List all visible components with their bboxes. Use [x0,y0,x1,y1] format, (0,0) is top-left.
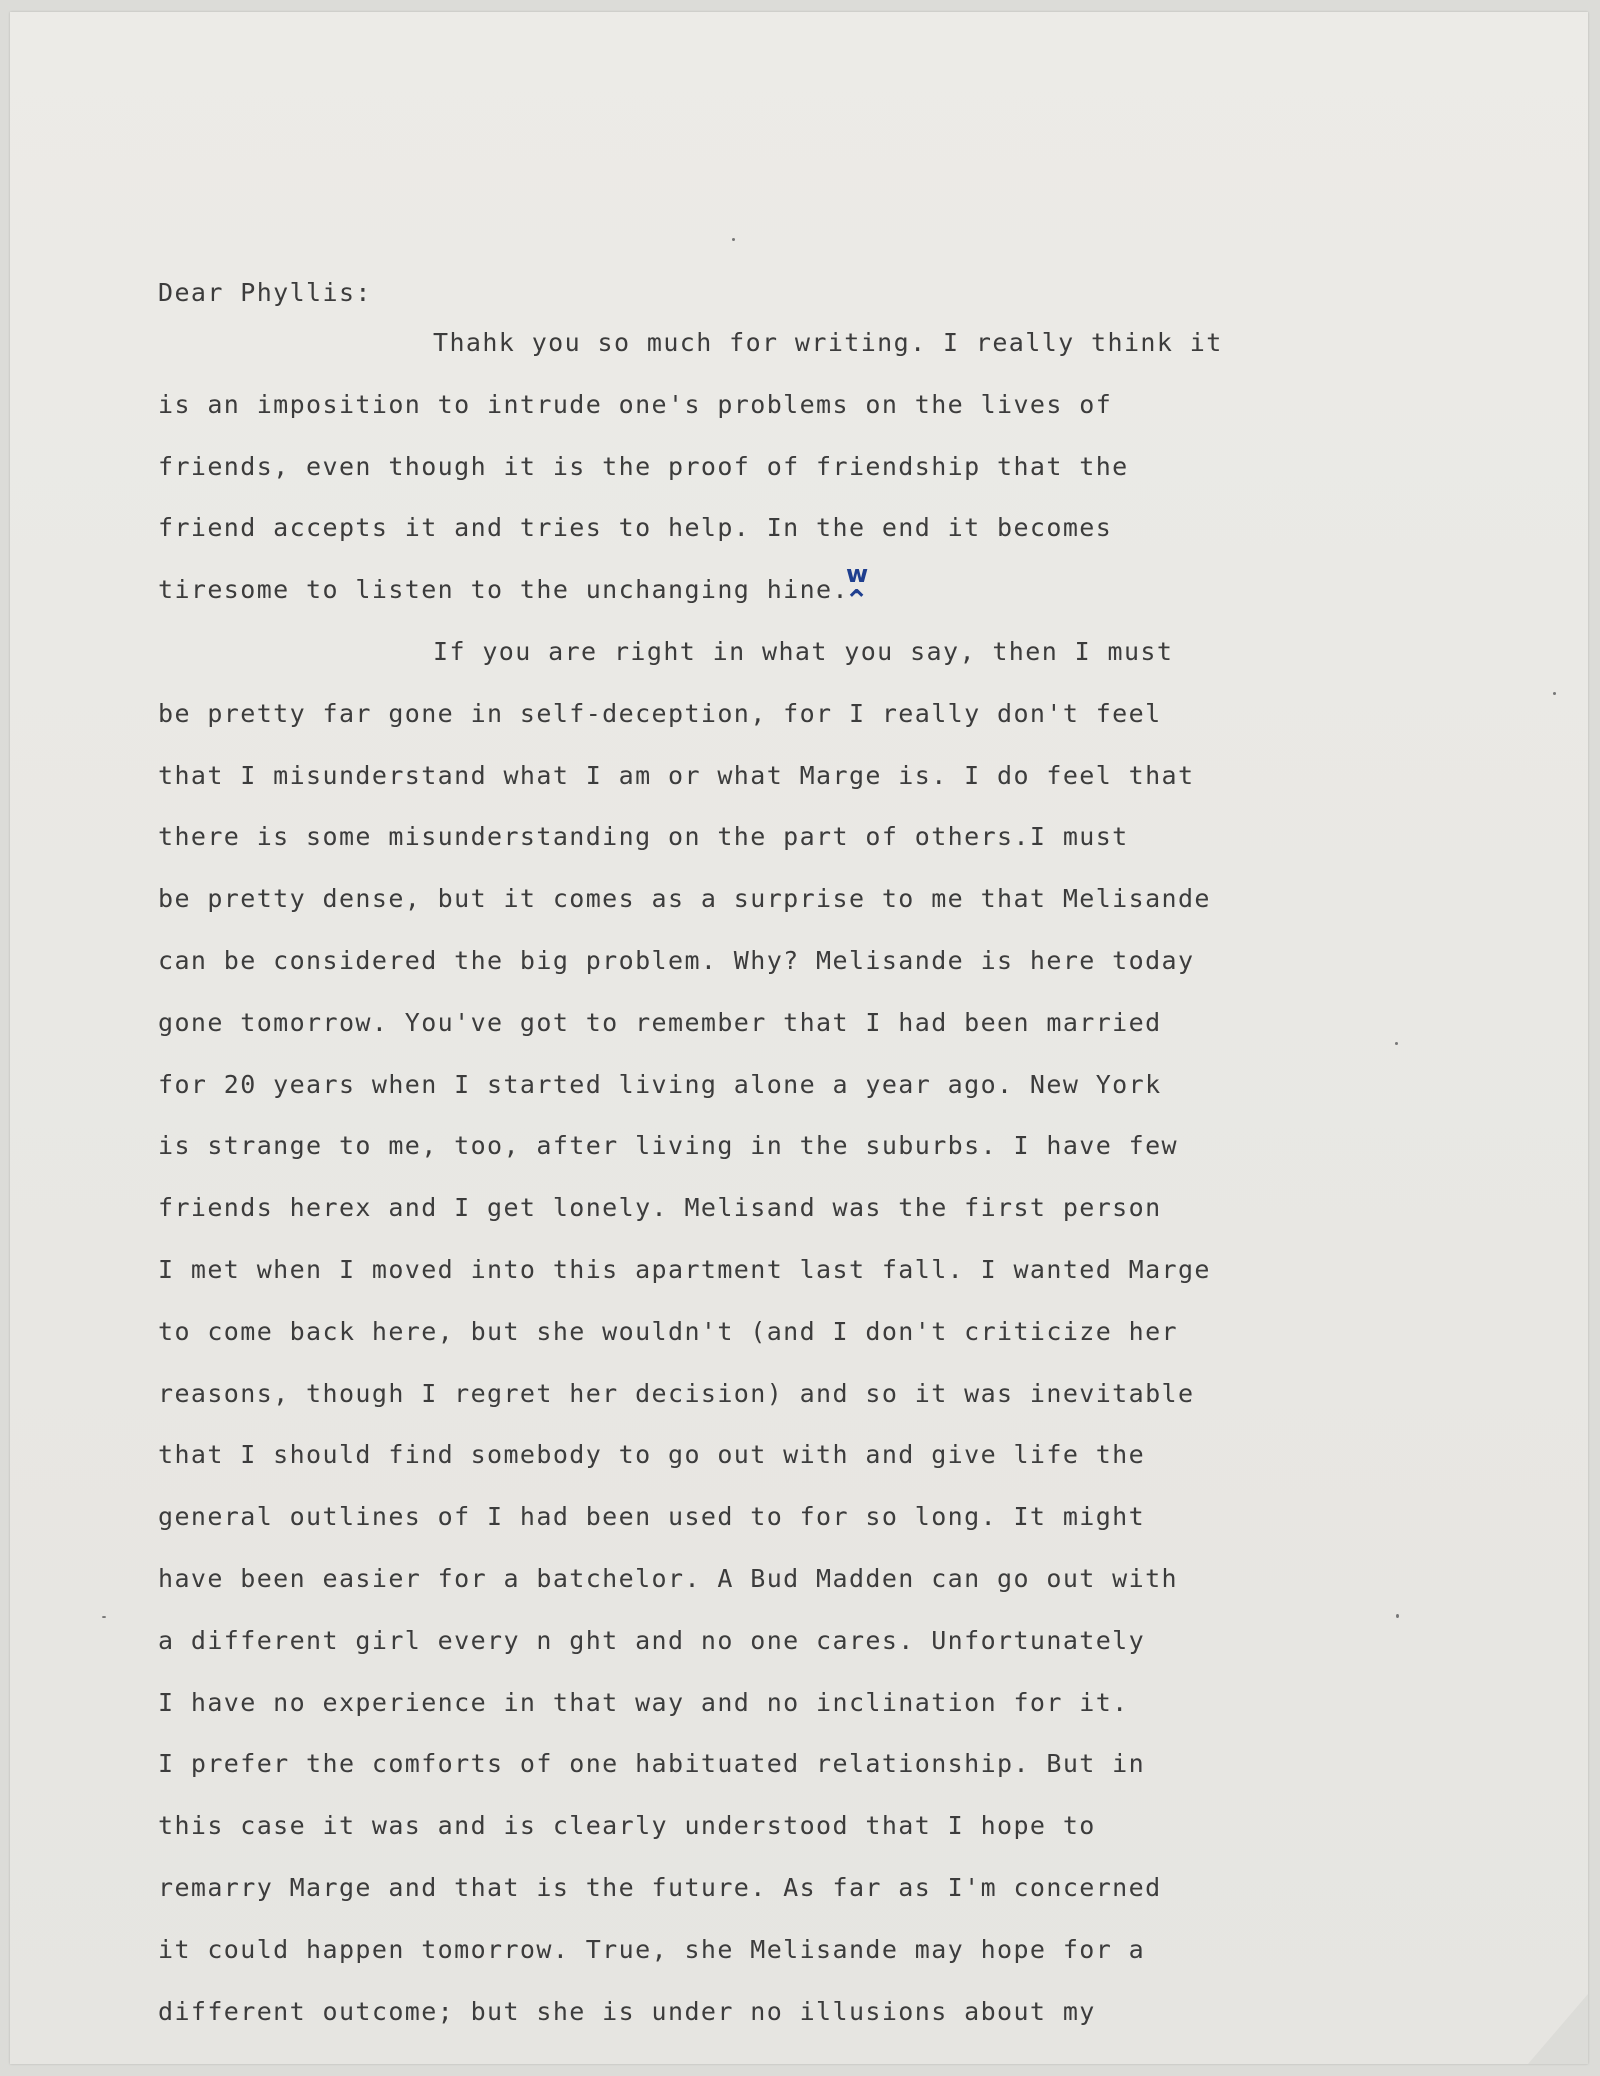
letter-line: that I should find somebody to go out with and give life the [158,1440,1146,1470]
letter-line: is an imposition to intrude one's problems on the lives of [158,389,1113,419]
letter-line: friends herex and I get lonely. Melisand was the first person [158,1193,1162,1223]
letter-line: this case it was and is clearly understood that I hope to [158,1811,1096,1841]
salutation: Dear Phyllis: [158,278,372,307]
letter-line: tiresome to listen to the unchanging hine. [158,575,849,605]
letter-line: gone tomorrow. You've got to remember that I had been married [158,1007,1162,1037]
letter-line: friend accepts it and tries to help. In the end it becomes [158,513,1113,543]
paper-speck [102,1616,106,1618]
letter-line: Thahk you so much for writing. I really think it [433,328,1223,357]
letter-line: to come back here, but she wouldn't (and I don't criticize her [158,1316,1178,1346]
letter-line: I prefer the comforts of one habituated relationship. But in [158,1749,1146,1779]
insertion-caret-icon: ⌃ [844,584,870,619]
paper-speck [1396,1614,1399,1618]
letter-line: If you are right in what you say, then I must [433,636,1174,666]
letter-page [10,12,1588,2064]
letter-line: reasons, though I regret her decision) and so it was inevitable [158,1378,1195,1408]
letter-line: have been easier for a batchelor. A Bud Madden can go out with [158,1563,1178,1593]
paper-speck [732,238,735,241]
handwritten-correction: w [846,560,869,588]
letter-line: different outcome; but she is under no illusions about my [158,1996,1096,2026]
folded-corner [1528,1994,1588,2064]
letter-line: a different girl every n ght and no one cares. Unfortunately [158,1625,1146,1655]
letter-line: it could happen tomorrow. True, she Melisande may hope for a [158,1934,1146,1964]
letter-line: there is some misunderstanding on the part of others.I must [158,822,1129,852]
letter-line: I have no experience in that way and no inclination for it. [158,1687,1129,1717]
letter-line: can be considered the big problem. Why? Melisande is here today [158,945,1195,975]
letter-line: that I misunderstand what I am or what Marge is. I do feel that [158,760,1195,790]
letter-line: I met when I moved into this apartment last fall. I wanted Marge [158,1254,1211,1284]
letter-line: is strange to me, too, after living in the suburbs. I have few [158,1131,1178,1161]
letter-line: for 20 years when I started living alone a year ago. New York [158,1069,1162,1099]
letter-line: be pretty dense, but it comes as a surprise to me that Melisande [158,884,1211,914]
letter-line: be pretty far gone in self-deception, for I really don't feel [158,698,1162,728]
letter-line: remarry Marge and that is the future. As far as I'm concerned [158,1872,1162,1902]
letter-body [158,278,1418,2058]
letter-line: friends, even though it is the proof of friendship that the [158,451,1129,481]
paper-speck [1395,1042,1398,1045]
paper-speck [1553,692,1556,695]
letter-line: general outlines of I had been used to for so long. It might [158,1502,1146,1532]
